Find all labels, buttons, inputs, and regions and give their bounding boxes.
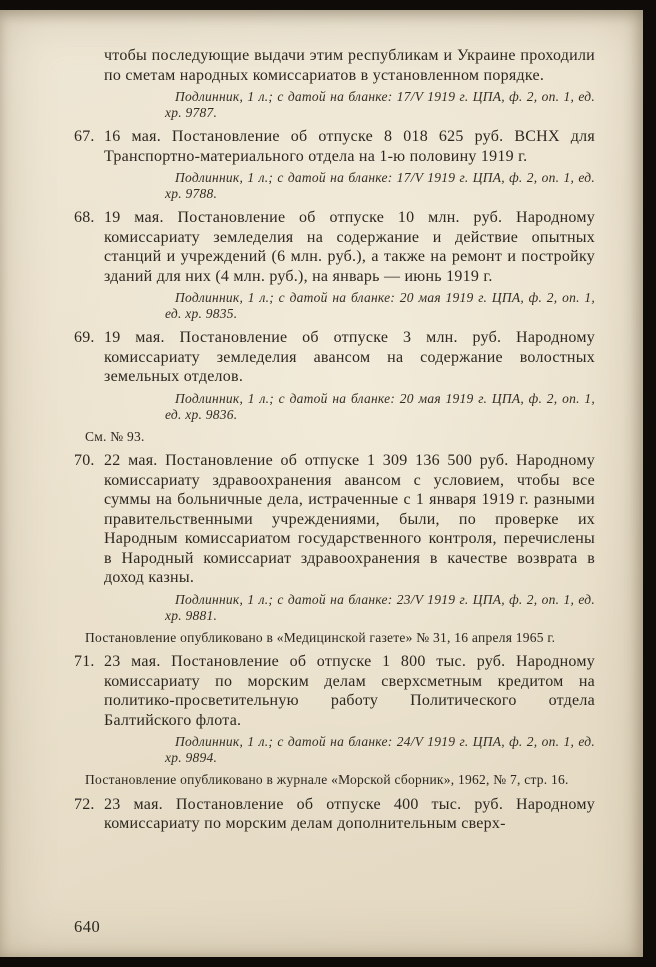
entry-number: 71.: [74, 653, 95, 670]
entry-text: 23 мая. Постановление об отпуске 1 800 тыс. руб. Народному комиссариату по морским делам сверхсметным кредитом на политико-просветительную работу Политического отдела Балтийского флота.: [104, 653, 595, 729]
entry-note: См. № 93.: [85, 428, 145, 444]
entry-note: Постановление опубликовано в журнале «Морской сборник», 1962, № 7, стр. 16.: [85, 772, 569, 787]
decree-entry: [74, 127, 595, 202]
entry-body: [74, 328, 595, 387]
page-content: [74, 46, 595, 837]
decree-entry: [74, 451, 595, 646]
entry-text: 16 мая. Постановление об отпуске 8 018 625 руб. ВСНХ для Транспортно-материального отдела на 1-ю половину 1919 г.: [104, 128, 595, 165]
entry-note: Постановление опубликовано в «Медицинской газете» № 31, 16 апреля 1965 г.: [85, 629, 556, 645]
entry-text: 22 мая. Постановление об отпуске 1 309 136 500 руб. Народному комиссариату здравоохранения авансом с условием, чтобы все суммы на больничные дела, истраченные с 1 января 1919 г. разными правительственными учреждениями, были, по проверке их Народным комиссариатом государственного контроля, перечислены в Народный комиссариат здравоохранения в качестве возврата в доход казны.: [104, 452, 595, 586]
entry-citation: Подлинник, 1 л.; с датой на бланке: 20 мая 1919 г. ЦПА, ф. 2, оп. 1, ед. хр. 9835.: [165, 290, 595, 321]
decree-entry: [74, 328, 595, 445]
entry-number: 72.: [74, 795, 95, 813]
paper-sheet: [0, 10, 643, 957]
entry-citation: Подлинник, 1 л.; с датой на бланке: 20 мая 1919 г. ЦПА, ф. 2, оп. 1, ед. хр. 9836.: [165, 390, 595, 422]
entry-citation: Подлинник, 1 л.; с датой на бланке: 23/V 1919 г. ЦПА, ф. 2, оп. 1, ед. хр. 9881.: [165, 591, 595, 623]
decree-entry: [74, 208, 595, 322]
entry-number: 67.: [74, 128, 95, 145]
entry-body: [74, 451, 595, 588]
intro-paragraph: чтобы последующие выдачи этим республикам и Украине проходили по сметам народных комиссариатов в установленном порядке.: [104, 47, 595, 84]
entry-text: 19 мая. Постановление об отпуске 10 млн. руб. Народному комиссариату земледелия на содержание и действие опытных станций и учреждений (6 млн. руб.), а также на ремонт и постройку зданий для них (4 млн. руб.), на январь — июнь 1919 г.: [104, 209, 595, 285]
decree-entry: [74, 795, 595, 834]
entry-number: 69.: [74, 329, 95, 346]
entry-body: [74, 652, 595, 730]
entry-number: 68.: [74, 209, 95, 226]
entry-text: 19 мая. Постановление об отпуске 3 млн. руб. Народному комиссариату земледелия авансом на содержание волостных земельных отделов.: [104, 329, 595, 385]
entry-body: [74, 127, 595, 166]
entry-citation: Подлинник, 1 л.; с датой на бланке: 24/V 1919 г. ЦПА, ф. 2, оп. 1, ед. хр. 9894.: [165, 734, 595, 765]
entry-number: 70.: [74, 452, 95, 469]
entry-citation: Подлинник, 1 л.; с датой на бланке: 17/V 1919 г. ЦПА, ф. 2, оп. 1, ед. хр. 9788.: [165, 170, 595, 201]
entry-body: [74, 795, 595, 834]
entry-body: [74, 208, 595, 286]
page-number: 640: [74, 917, 101, 936]
entry-text: 23 мая. Постановление об отпуске 400 тыс. руб. Народному комиссариату по морским делам дополнительным сверх-: [104, 795, 595, 832]
decree-entry: [74, 652, 595, 789]
intro-citation: Подлинник, 1 л.; с датой на бланке: 17/V 1919 г. ЦПА, ф. 2, оп. 1, ед. хр. 9787.: [165, 89, 595, 120]
